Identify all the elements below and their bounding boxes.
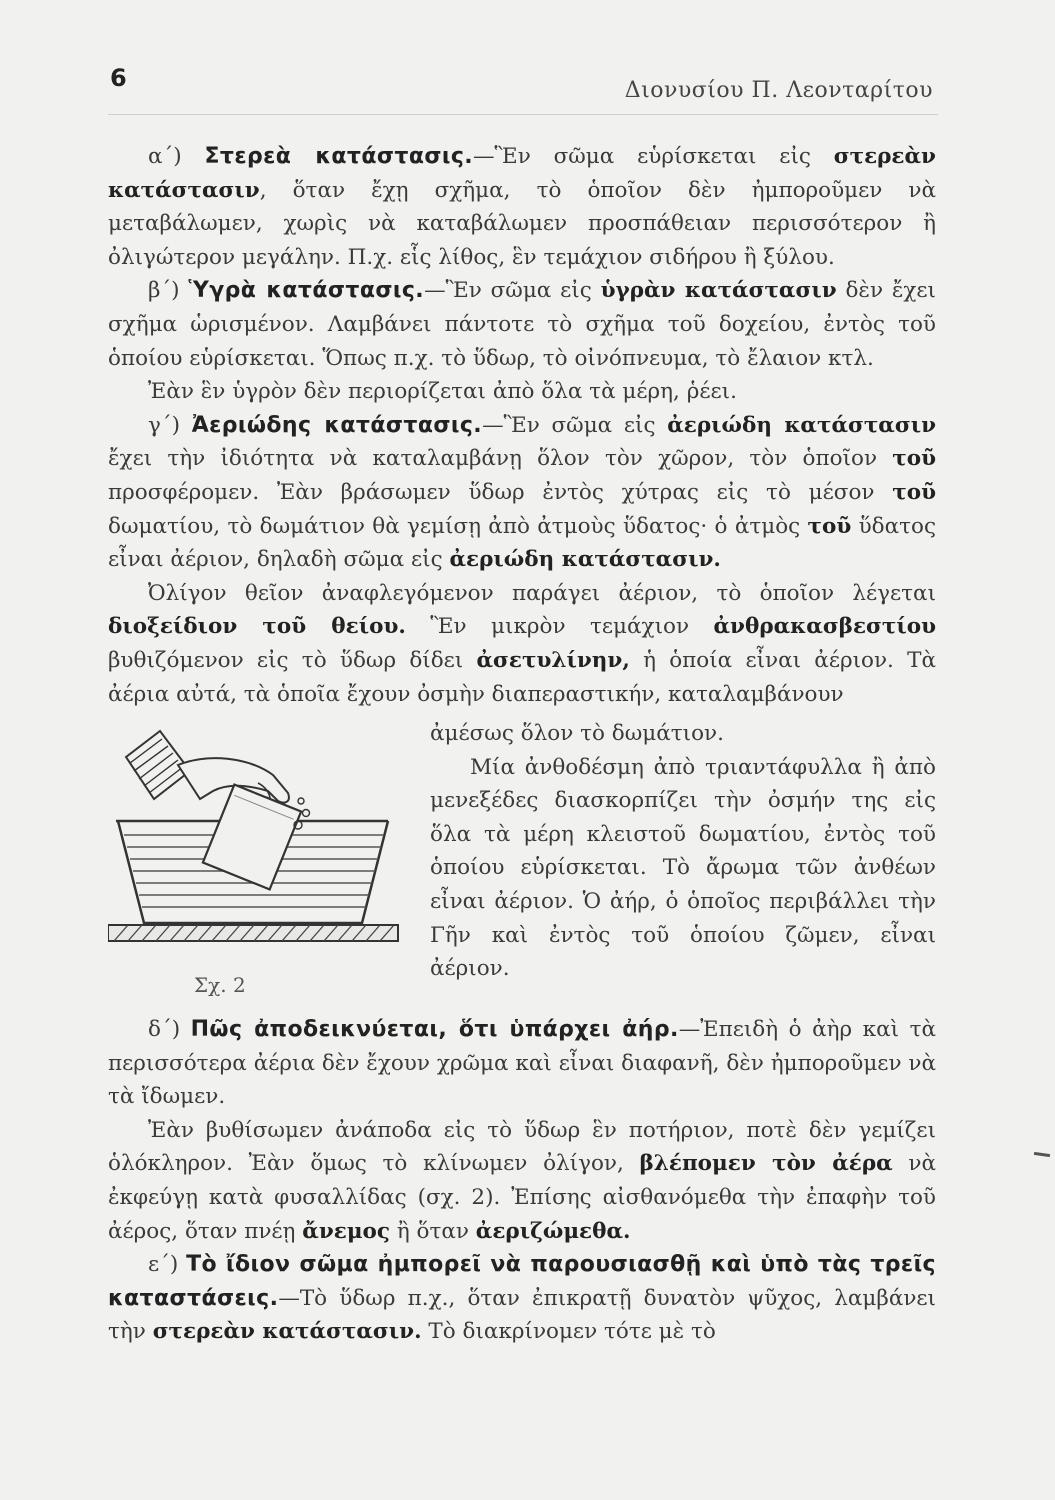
text: προσφέρομεν. Ἐὰν βράσωμεν ὕδωρ ἐντὸς χύτρας εἰς τὸ μέσον: [108, 479, 893, 505]
bold-term: ἀεριώδη κατάστασιν: [667, 412, 937, 438]
text: ὕδατος εἶναι ἀέριον, δηλαδὴ σῶμα εἰς: [108, 513, 937, 573]
dash: —: [278, 1285, 300, 1311]
text: , ὅταν ἔχῃ σχῆμα, τὸ ὁποῖον δὲν ἠμποροῦμεν νὰ μεταβάλωμεν, χωρὶς νὰ καταβάλωμεν προσπάθειαν περισσότερον ἢ ὀλιγώτερον μεγάλην. Π.χ. εἷς λίθος, ἓν τεμάχιον σιδήρου ἢ ξύλου.: [108, 177, 936, 270]
text: ἔχει τὴν ἰδιότητα νὰ καταλαμβάνῃ ὅλον τὸν χῶρον, τὸν ὁποῖον: [108, 446, 893, 472]
bold-term: στερεὰν κατάστασιν: [108, 144, 936, 203]
text: ἡ ὁποία εἶναι ἀέριον. Τὰ ἀέρια αὐτά, τὰ ὁποῖα ἔχουν ὀσμὴν διαπεραστικήν, καταλαμβάνουν: [108, 647, 937, 707]
paragraph-gas-state: [108, 409, 936, 577]
paragraph-three-states: [108, 1248, 936, 1349]
page-body: [108, 140, 936, 1349]
bold-term: τοῦ: [807, 513, 852, 539]
margin-mark: [1034, 1152, 1050, 1157]
bold-term: ἀεριζώμεθα.: [475, 1218, 631, 1244]
paragraph-glass-experiment: [108, 1114, 936, 1248]
page-number: 6: [110, 64, 127, 92]
paragraph-liquid-state: [108, 274, 936, 375]
dash: —: [424, 278, 446, 304]
paragraph-solid-state: [108, 140, 936, 274]
paragraph-air-proof: [108, 1013, 936, 1114]
bold-term: ἀνθρακασβεστίου: [713, 614, 937, 640]
text: Ἓν σῶμα εὑρίσκεται εἰς: [494, 144, 834, 169]
figure-caption: Σχ. 2: [194, 973, 246, 998]
figure-2-drawing: [108, 717, 408, 1013]
section-label: γ΄): [148, 412, 192, 438]
text: βυθιζόμενον εἰς τὸ ὕδωρ δίδει: [108, 647, 477, 673]
figure-side-text: [430, 717, 936, 986]
text: δωματίου, τὸ δωμάτιον θὰ γεμίσῃ ἀπὸ ἀτμοὺς ὕδατος· ὁ ἀτμὸς: [108, 513, 808, 539]
paragraph-liquid-flow: Ἐὰν ἓν ὑγρὸν δὲν περιορίζεται ἀπὸ ὅλα τὰ μέρη, ῥέει.: [148, 379, 737, 405]
bold-term: βλέπομεν τὸν ἀέρα: [639, 1151, 893, 1177]
text: Τὸ ὕδωρ π.χ., ὅταν ἐπικρατῇ δυνατὸν ψῦχος, λαμβάνει τὴν: [108, 1285, 936, 1345]
section-heading-liquid: Ὑγρὰ κατάστασις.: [188, 278, 425, 304]
section-label: α΄): [148, 144, 205, 169]
text: Ἓν σῶμα εἰς: [445, 278, 601, 304]
section-label: δ΄): [148, 1017, 191, 1043]
section-heading-solid: Στερεὰ κατάστασις.: [204, 144, 474, 169]
text: νὰ ἐκφεύγῃ κατὰ φυσαλλίδας (σχ. 2). Ἐπίσης αἰσθανόμεθα τὴν ἐπαφὴν τοῦ ἀέρος, ὅταν πνέῃ: [108, 1151, 936, 1244]
bold-term: διοξείδιον τοῦ θείου.: [108, 614, 406, 640]
paragraph-gas-examples-end: ἀμέσως ὅλον τὸ δωμάτιον.: [430, 721, 724, 747]
dash: —: [482, 412, 504, 438]
text: Ἓν μικρὸν τεμάχιον: [405, 614, 714, 640]
figure-with-text: [108, 717, 936, 1013]
text: Ἐπειδὴ ὁ ἀὴρ καὶ τὰ περισσότερα ἀέρια δὲν ἔχουν χρῶμα καὶ εἶναι διαφανῆ, δὲν ἠμποροῦμεν νὰ τὰ ἴδωμεν.: [108, 1017, 937, 1110]
dash: —: [473, 144, 495, 169]
bold-term: ἀσετυλίνην,: [476, 647, 630, 673]
text: Ἓν σῶμα εἰς: [503, 412, 668, 438]
running-head: Διονυσίου Π. Λεονταρίτου: [624, 78, 933, 103]
bold-term: ἀεριώδη κατάστασιν.: [449, 547, 721, 573]
text: Τὸ διακρίνομεν τότε μὲ τὸ: [421, 1319, 716, 1345]
text: ἢ ὅταν: [389, 1218, 476, 1244]
section-label: β΄): [148, 278, 189, 304]
text: δὲν ἔχει σχῆμα ὡρισμένον. Λαμβάνει πάντοτε τὸ σχῆμα τοῦ δοχείου, ἐντὸς τοῦ ὁποίου εὑρίσκεται. Ὅπως π.χ. τὸ ὕδωρ, τὸ οἰνόπνευμα, τὸ ἔλαιον κτλ.: [108, 278, 936, 371]
bold-term: τοῦ: [892, 446, 936, 472]
dash: —: [678, 1017, 701, 1043]
bold-term: ὑγρὰν κατάστασιν: [600, 278, 837, 304]
section-heading-three-states: Τὸ ἴδιον σῶμα ἠμπορεῖ νὰ παρουσιασθῇ καὶ ὑπὸ τὰς τρεῖς καταστάσεις.: [108, 1252, 936, 1311]
text: Ὀλίγον θεῖον ἀναφλεγόμενον παράγει ἀέριον, τὸ ὁποῖον λέγεται: [148, 580, 936, 606]
header-rule: [108, 114, 938, 115]
bold-term: τοῦ: [892, 479, 936, 505]
paragraph-gas-examples: [108, 577, 936, 711]
text: Ἐὰν βυθίσωμεν ἀνάποδα εἰς τὸ ὕδωρ ἓν ποτήριον, ποτὲ δὲν γεμίζει ὁλόκληρον. Ἐὰν ὅμως τὸ κλίνωμεν ὀλίγον,: [108, 1117, 936, 1177]
section-heading-air-proof: Πῶς ἀποδεικνύεται, ὅτι ὑπάρχει ἀήρ.: [190, 1017, 679, 1043]
section-heading-gas: Ἀεριώδης κατάστασις.: [191, 412, 483, 438]
bold-term: ἄνεμος: [302, 1218, 390, 1244]
bold-term: στερεὰν κατάστασιν.: [152, 1319, 422, 1345]
figure-2-glass-in-water: [108, 717, 408, 1013]
paragraph-aromas: Μία ἀνθοδέσμη ἀπὸ τριαντάφυλλα ἢ ἀπὸ μενεξέδες διασκορπίζει τὴν ὀσμήν της εἰς ὅλα τὰ μέρη κλειστοῦ δωματίου, ἐντὸς τοῦ ὁποίου εὑρίσκεται. Τὸ ἄρωμα τῶν ἀνθέων εἶναι ἀέριον. Ὁ ἀήρ, ὁ ὁποῖος περιβάλλει τὴν Γῆν καὶ ἐντὸς τοῦ ὁποίου ζῶμεν, εἶναι ἀέριον.: [430, 754, 936, 982]
base-plate: [108, 925, 398, 941]
section-label: ε΄): [148, 1252, 187, 1278]
